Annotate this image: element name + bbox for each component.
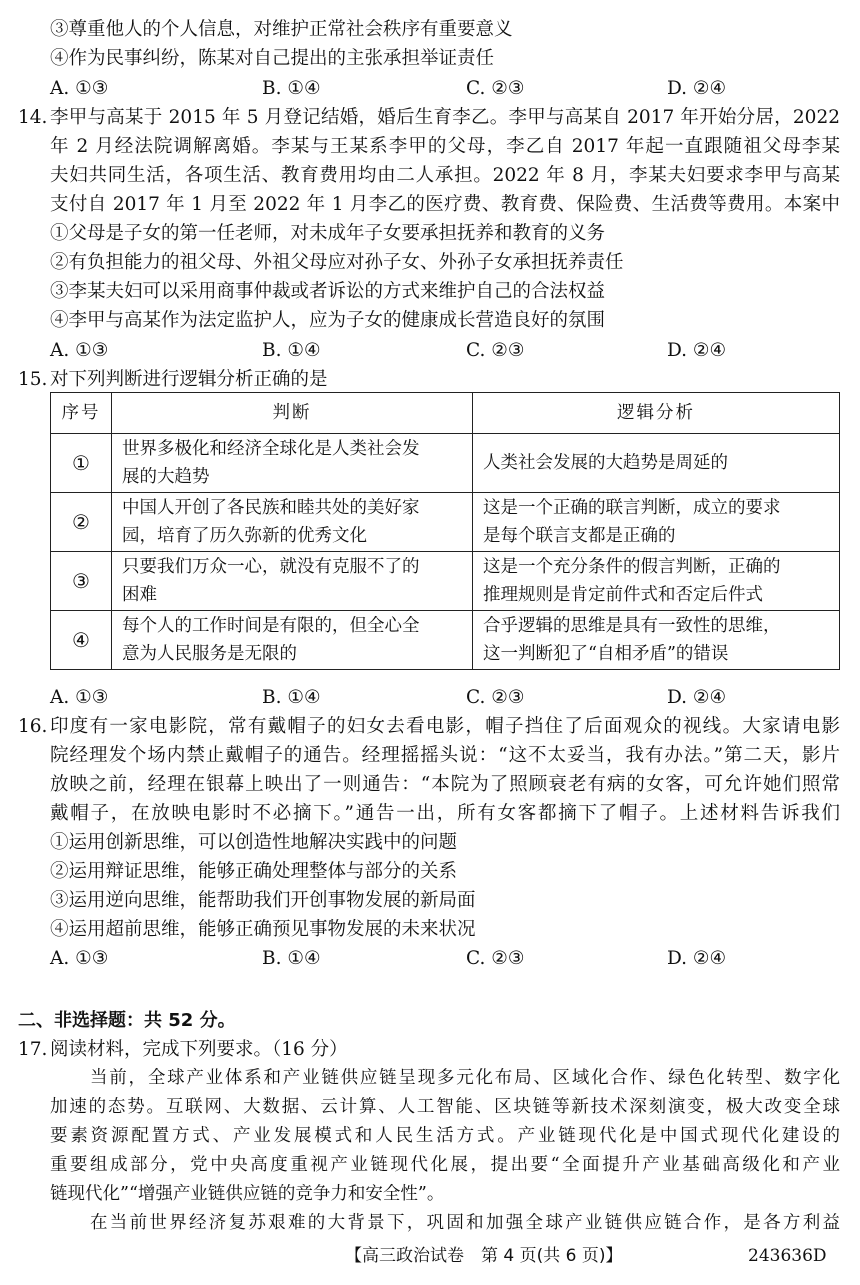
section-title: 二、非选择题：共 52 分。 (18, 1010, 236, 1031)
table-row (51, 434, 840, 493)
header-number: 序号 (51, 393, 112, 434)
row-judgment (112, 434, 473, 493)
q16-number: 16. (18, 716, 48, 737)
q14-option-c: C. ②③ (466, 340, 525, 361)
analysis-line: 人类社会发展的大趋势是周延的 (483, 453, 728, 473)
analysis-line: 这是一个充分条件的假言判断，正确的 (483, 557, 781, 577)
table-row (51, 611, 840, 670)
q14-option-d: D. ②④ (667, 340, 727, 361)
q16-option-b: B. ①④ (262, 948, 321, 969)
q13-item-3: ③尊重他人的个人信息，对维护正常社会秩序有重要意义 (50, 19, 513, 40)
row-analysis (473, 493, 840, 552)
q14-number: 14. (18, 107, 48, 128)
q14-options (50, 337, 840, 364)
row-judgment (112, 493, 473, 552)
header-judgment: 判断 (112, 393, 473, 434)
row-analysis (473, 611, 840, 670)
q14-stem-line: 年 2 月经法院调解离婚。李某与王某系李甲的父母，李乙自 2017 年起一直跟随祖父母李某 (50, 136, 840, 157)
q15-stem: 对下列判断进行逻辑分析正确的是 (50, 369, 328, 390)
q14-stem-line: 李甲与高某于 2015 年 5 月登记结婚，婚后生育李乙。李甲与高某自 2017 年开始分居，2022 (50, 107, 840, 128)
q16-item-3: ③运用逆向思维，能帮助我们开创事物发展的新局面 (50, 890, 476, 911)
q14-item-1: ①父母是子女的第一任老师，对未成年子女要承担抚养和教育的义务 (50, 223, 606, 244)
q17-stem: 阅读材料，完成下列要求。（16 分） (50, 1039, 348, 1060)
table-row (51, 493, 840, 552)
analysis-line: 推理规则是肯定前件式和否定后件式 (483, 585, 763, 605)
analysis-line: 这是一个正确的联言判断，成立的要求 (483, 498, 781, 518)
row-analysis (473, 552, 840, 611)
q15-option-c: C. ②③ (466, 687, 525, 708)
q16-item-1: ①运用创新思维，可以创造性地解决实践中的问题 (50, 832, 458, 853)
q16-options (50, 945, 840, 972)
q15-number: 15. (18, 369, 48, 390)
q17-material-line: 当前，全球产业体系和产业链供应链呈现多元化布局、区域化合作、绿色化转型、数字化 (90, 1068, 840, 1088)
header-analysis: 逻辑分析 (473, 393, 840, 434)
table-row (51, 552, 840, 611)
analysis-line: 这一判断犯了“自相矛盾”的错误 (483, 644, 729, 664)
q16-option-a: A. ①③ (50, 948, 109, 969)
judgment-line: 园，培育了历久弥新的优秀文化 (122, 526, 367, 546)
q15-option-b: B. ①④ (262, 687, 321, 708)
row-number: ① (51, 434, 112, 493)
row-number: ④ (51, 611, 112, 670)
judgment-line: 每个人的工作时间是有限的，但全心全 (122, 616, 420, 636)
analysis-line: 是每个联言支都是正确的 (483, 526, 676, 546)
judgment-line: 世界多极化和经济全球化是人类社会发 (122, 439, 420, 459)
footer-code: 243636D (748, 1246, 827, 1266)
q16-option-c: C. ②③ (466, 948, 525, 969)
q16-item-4: ④运用超前思维，能够正确预见事物发展的未来状况 (50, 919, 476, 940)
row-number: ② (51, 493, 112, 552)
q13-option-b: B. ①④ (262, 78, 321, 99)
q15-option-d: D. ②④ (667, 687, 727, 708)
q14-option-a: A. ①③ (50, 340, 109, 361)
q17-number: 17. (18, 1039, 48, 1060)
judgment-line: 只要我们万众一心，就没有克服不了的 (122, 557, 420, 577)
q14-item-2: ②有负担能力的祖父母、外祖父母应对孙子女、外孙子女承担抚养责任 (50, 252, 624, 273)
q17-material-line: 链现代化”“增强产业链供应链的竞争力和安全性”。 (50, 1184, 445, 1204)
q16-stem-line: 印度有一家电影院，常有戴帽子的妇女去看电影，帽子挡住了后面观众的视线。大家请电影 (50, 716, 840, 737)
q14-stem-line: 夫妇共同生活，各项生活、教育费用均由二人承担。2022 年 8 月，李某夫妇要求李甲与高某 (50, 165, 840, 186)
q13-option-c: C. ②③ (466, 78, 525, 99)
q13-item-4: ④作为民事纠纷，陈某对自己提出的主张承担举证责任 (50, 48, 495, 69)
q14-item-3: ③李某夫妇可以采用商事仲裁或者诉讼的方式来维护自己的合法权益 (50, 281, 606, 302)
footer-title: 【高三政治试卷 第 4 页(共 6 页)】 (345, 1246, 623, 1266)
judgment-line: 中国人开创了各民族和睦共处的美好家 (122, 498, 420, 518)
q15-options (50, 684, 840, 711)
q15-table (50, 392, 840, 670)
judgment-line: 意为人民服务是无限的 (122, 644, 297, 664)
q14-item-4: ④李甲与高某作为法定监护人，应为子女的健康成长营造良好的氛围 (50, 310, 606, 331)
q13-options (50, 75, 840, 102)
row-analysis (473, 434, 840, 493)
q16-item-2: ②运用辩证思维，能够正确处理整体与部分的关系 (50, 861, 458, 882)
row-judgment (112, 611, 473, 670)
q16-stem-line: 放映之前，经理在银幕上映出了一则通告：“本院为了照顾衰老有病的女客，可允许她们照常 (50, 774, 840, 795)
q16-stem-line: 戴帽子，在放映电影时不必摘下。”通告一出，所有女客都摘下了帽子。上述材料告诉我们 (50, 803, 840, 824)
page-footer (0, 1243, 860, 1273)
q15-option-a: A. ①③ (50, 687, 109, 708)
table-header-row (51, 393, 840, 434)
row-judgment (112, 552, 473, 611)
q14-stem-line: 支付自 2017 年 1 月至 2022 年 1 月李乙的医疗费、教育费、保险费、生活费等费用。本案中 (50, 194, 840, 215)
q13-option-d: D. ②④ (667, 78, 727, 99)
q13-option-a: A. ①③ (50, 78, 109, 99)
q16-option-d: D. ②④ (667, 948, 727, 969)
judgment-line: 困难 (122, 585, 157, 605)
judgment-line: 展的大趋势 (122, 467, 210, 487)
analysis-line: 合乎逻辑的思维是具有一致性的思维， (483, 616, 781, 636)
q17-material-line: 在当前世界经济复苏艰难的大背景下，巩固和加强全球产业链供应链合作，是各方利益 (90, 1213, 840, 1233)
q14-option-b: B. ①④ (262, 340, 321, 361)
q17-material-line: 要素资源配置方式、产业发展模式和人民生活方式。产业链现代化是中国式现代化建设的 (50, 1126, 840, 1146)
row-number: ③ (51, 552, 112, 611)
q17-material-line: 加速的态势。互联网、大数据、云计算、人工智能、区块链等新技术深刻演变，极大改变全球 (50, 1097, 840, 1117)
q16-stem-line: 院经理发个场内禁止戴帽子的通告。经理摇摇头说：“这不太妥当，我有办法。”第二天，影片 (50, 745, 840, 766)
q17-material-line: 重要组成部分，党中央高度重视产业链现代化展，提出要“全面提升产业基础高级化和产业 (50, 1155, 840, 1175)
